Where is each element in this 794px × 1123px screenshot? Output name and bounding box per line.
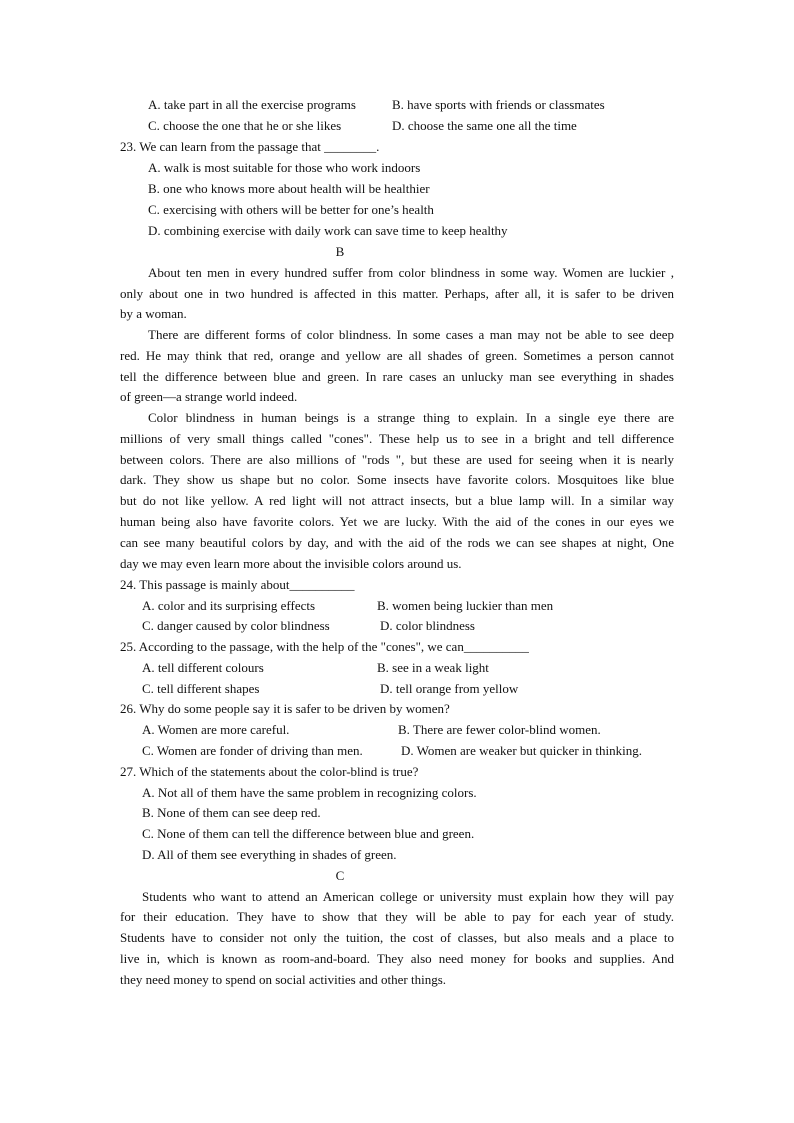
q26-stem: 26. Why do some people say it is safer to be driven by women? — [120, 701, 450, 716]
q23-option-a: A. walk is most suitable for those who work indoors — [148, 160, 421, 175]
q24-option-b: B. women being luckier than men — [377, 598, 554, 613]
q26-option-d: D. Women are weaker but quicker in thinking. — [401, 743, 642, 758]
q22-option-d: D. choose the same one all the time — [392, 118, 577, 133]
q23-option-c: C. exercising with others will be better for one’s health — [148, 202, 434, 217]
passage-b-line: only about one in two hundred is affected in this matter. Perhaps, after all, it is safer to be driven — [120, 286, 674, 301]
q26-option-c: C. Women are fonder of driving than men. — [142, 743, 363, 758]
q24-option-a: A. color and its surprising effects — [142, 598, 316, 613]
passage-b-line: There are different forms of color blindness. In some cases a man may not be able to see deep — [148, 327, 674, 342]
passage-b-line: can see many beautiful colors by day, and with the aid of the rods we can see shapes at night, One — [120, 535, 674, 550]
passage-b-heading: B — [335, 244, 345, 259]
q27-stem: 27. Which of the statements about the color-blind is true? — [120, 764, 419, 779]
passage-b-line: by a woman. — [120, 306, 187, 321]
q24-option-d: D. color blindness — [380, 618, 475, 633]
q25-stem: 25. According to the passage, with the help of the "cones", we can__________ — [120, 639, 529, 654]
passage-c-heading: C — [335, 868, 345, 883]
q22-option-a: A. take part in all the exercise programs — [148, 97, 356, 112]
q22-option-b: B. have sports with friends or classmates — [392, 97, 605, 112]
q24-stem: 24. This passage is mainly about__________ — [120, 577, 355, 592]
q23-option-d: D. combining exercise with daily work can save time to keep healthy — [148, 223, 508, 238]
q22-option-c: C. choose the one that he or she likes — [148, 118, 342, 133]
passage-b-line: red. He may think that red, orange and yellow are all shades of green. Sometimes a person cannot — [120, 348, 674, 363]
q26-option-b: B. There are fewer color-blind women. — [398, 722, 601, 737]
passage-b-line: day we may even learn more about the invisible colors around us. — [120, 556, 462, 571]
q23-stem: 23. We can learn from the passage that ________. — [120, 139, 380, 154]
q27-option-c: C. None of them can tell the difference between blue and green. — [142, 826, 475, 841]
q25-option-c: C. tell different shapes — [142, 681, 260, 696]
passage-c-line: Students have to consider not only the tuition, the cost of classes, but also meals and a place to — [120, 930, 674, 945]
passage-c-line: live in, which is known as room-and-board. They also need money for books and supplies. And — [120, 951, 674, 966]
passage-c-line: Students who want to attend an American college or university must explain how they will pay — [142, 889, 674, 904]
passage-b-line: Color blindness in human beings is a strange thing to explain. In a single eye there are — [148, 410, 674, 425]
passage-b-line: millions of very small things called "cones". These help us to see in a bright and tell difference — [120, 431, 674, 446]
q25-option-d: D. tell orange from yellow — [380, 681, 519, 696]
passage-c-line: for their education. They have to show that they will be able to pay for each year of study. — [120, 909, 674, 924]
q23-option-b: B. one who knows more about health will be healthier — [148, 181, 430, 196]
q27-option-a: A. Not all of them have the same problem in recognizing colors. — [142, 785, 477, 800]
passage-b-line: About ten men in every hundred suffer from color blindness in some way. Women are luckier , — [148, 265, 674, 280]
passage-b-line: of green—a strange world indeed. — [120, 389, 298, 404]
passage-b-line: between colors. There are also millions of "rods ", but these are used for seeing when it is nearly — [120, 452, 674, 467]
passage-b-line: human being also have favorite colors. Yet we are lucky. With the aid of the cones in our eyes we — [120, 514, 674, 529]
passage-b-line: dark. They show us shape but no color. Some insects have favorite colors. Mosquitoes like blue — [120, 472, 674, 487]
q27-option-b: B. None of them can see deep red. — [142, 805, 321, 820]
q25-option-a: A. tell different colours — [142, 660, 264, 675]
q26-option-a: A. Women are more careful. — [142, 722, 290, 737]
passage-c-line: they need money to spend on social activities and other things. — [120, 972, 447, 987]
passage-b-line: but do not like yellow. A red light will not attract insects, but a blue lamp will. In a similar way — [120, 493, 674, 508]
q24-option-c: C. danger caused by color blindness — [142, 618, 330, 633]
q27-option-d: D. All of them see everything in shades of green. — [142, 847, 397, 862]
passage-b-line: tell the difference between blue and green. In rare cases an unlucky man see everything in shades — [120, 369, 674, 384]
q25-option-b: B. see in a weak light — [377, 660, 489, 675]
